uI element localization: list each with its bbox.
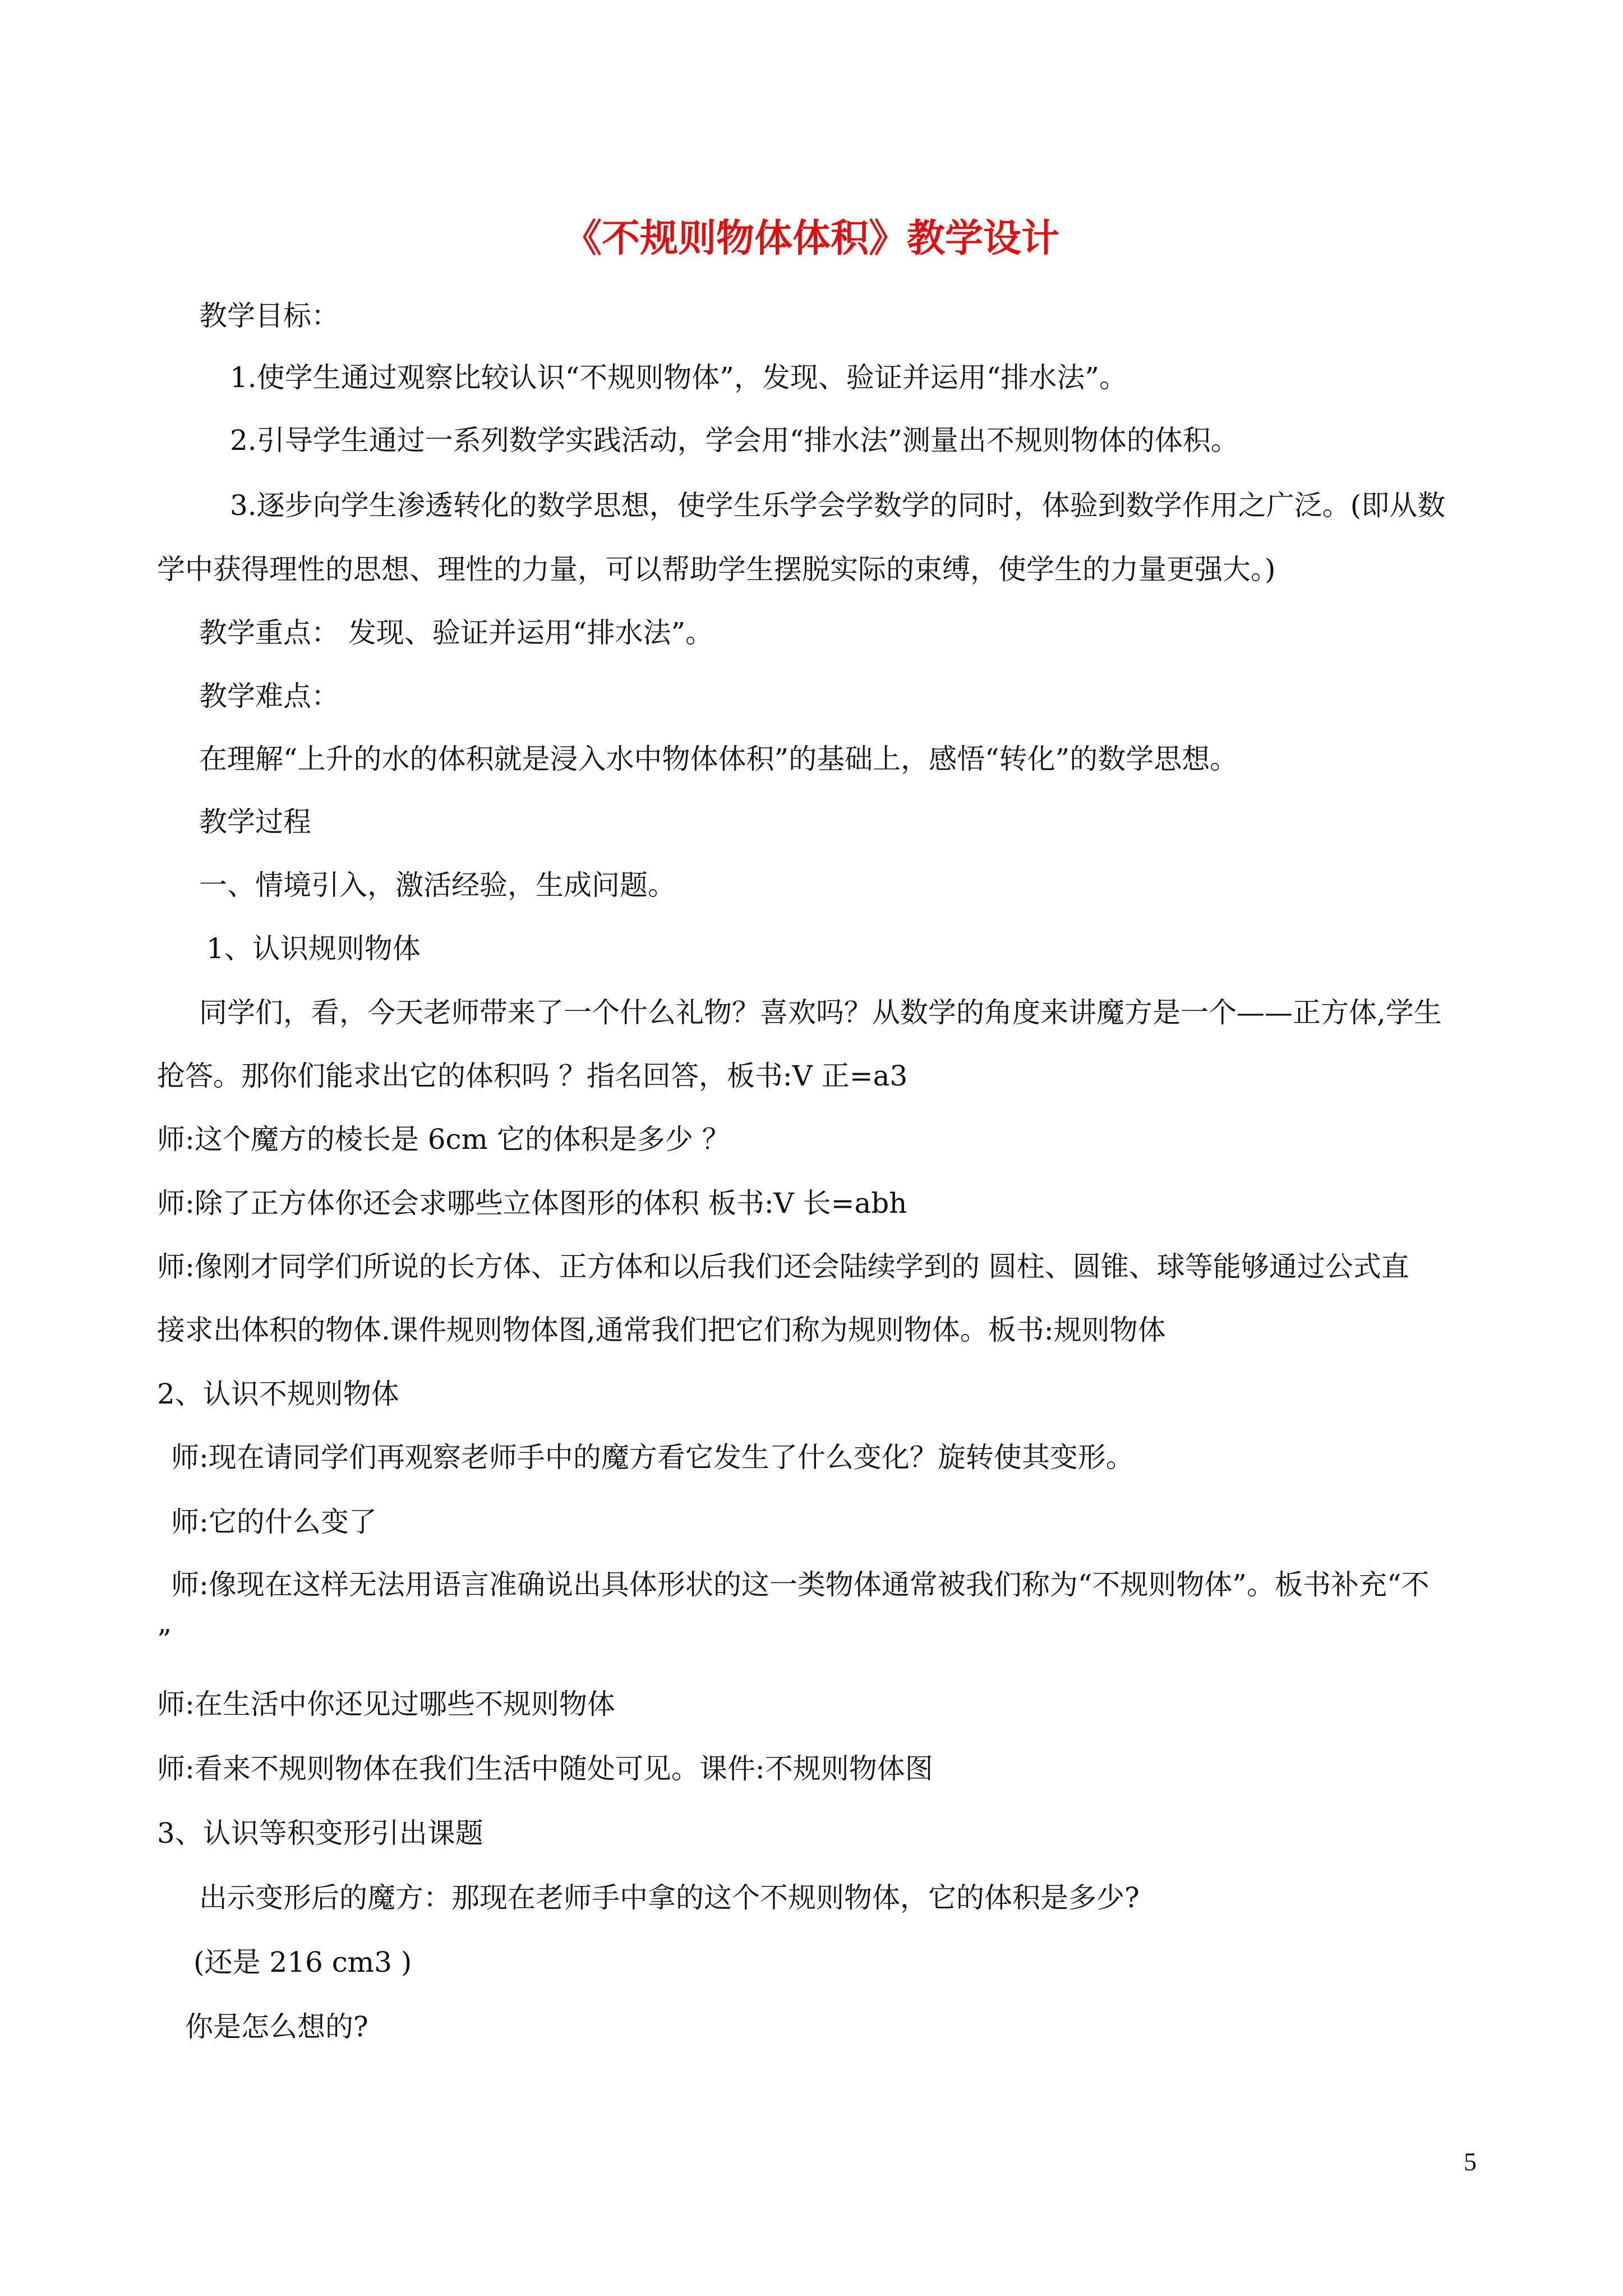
text-line: 出示变形后的魔方：那现在老师手中拿的这个不规则物体，它的体积是多少? xyxy=(199,1881,1140,1914)
text-line: 师:看来不规则物体在我们生活中随处可见。课件:不规则物体图 xyxy=(157,1752,933,1785)
text-line: 教学目标： xyxy=(199,300,339,332)
document-title: 《不规则物体体积》教学设计 xyxy=(563,216,1059,261)
text-line: (还是 216 cm3 ) xyxy=(193,1946,412,1978)
text-line: 3、认识等积变形引出课题 xyxy=(157,1817,483,1849)
text-line: 教学过程 xyxy=(199,806,311,838)
text-line: 同学们，看，今天老师带来了一个什么礼物？喜欢吗？从数学的角度来讲魔方是一个——正方体,学生 xyxy=(199,996,1442,1029)
text-line: 学中获得理性的思想、理性的力量，可以帮助学生摆脱实际的束缚，使学生的力量更强大。) xyxy=(157,553,1276,586)
text-line: 教学重点： 发现、验证并运用“排水法”。 xyxy=(199,616,714,649)
text-line: 在理解“上升的水的体积就是浸入水中物体体积”的基础上，感悟“转化”的数学思想。 xyxy=(199,743,1238,775)
text-line: 2.引导学生通过一系列数学实践活动，学会用“排水法”测量出不规则物体的体积。 xyxy=(230,424,1239,457)
text-line: 3.逐步向学生渗透转化的数学思想，使学生乐学会学数学的同时，体验到数学作用之广泛。(即从数 xyxy=(230,489,1446,522)
text-line: 你是怎么想的? xyxy=(185,2010,368,2043)
text-line: 一、情境引入，激活经验，生成问题。 xyxy=(199,869,676,901)
text-line: 师:在生活中你还见过哪些不规则物体 xyxy=(157,1688,615,1720)
text-line: 2、认识不规则物体 xyxy=(157,1378,399,1410)
text-line: 师:现在请同学们再观察老师手中的魔方看它发生了什么变化？旋转使其变形。 xyxy=(171,1441,1134,1474)
page-number: 5 xyxy=(1464,2147,1477,2176)
text-line: 接求出体积的物体.课件规则物体图,通常我们把它们称为规则物体。板书:规则物体 xyxy=(157,1314,1166,1346)
text-line: 师:像现在这样无法用语言准确说出具体形状的这一类物体通常被我们称为“不规则物体”。板书补充“不 xyxy=(171,1568,1430,1601)
text-line: 1.使学生通过观察比较认识“不规则物体”，发现、验证并运用“排水法”。 xyxy=(230,361,1127,394)
text-line: 教学难点： xyxy=(199,680,339,712)
text-line: 抢答。那你们能求出它的体积吗 ？指名回答，板书:V 正=a3 xyxy=(157,1060,908,1092)
text-line: 1、认识规则物体 xyxy=(206,932,421,965)
text-line: 师:像刚才同学们所说的长方体、正方体和以后我们还会陆续学到的 圆柱、圆锥、球等能够通过公式直 xyxy=(157,1250,1409,1283)
text-line: 师:这个魔方的棱长是 6cm 它的体积是多少 ？ xyxy=(157,1123,730,1156)
text-line: ” xyxy=(157,1623,172,1656)
text-line: 师:它的什么变了 xyxy=(171,1506,377,1538)
text-line: 师:除了正方体你还会求哪些立体图形的体积 板书:V 长=abh xyxy=(157,1187,907,1220)
